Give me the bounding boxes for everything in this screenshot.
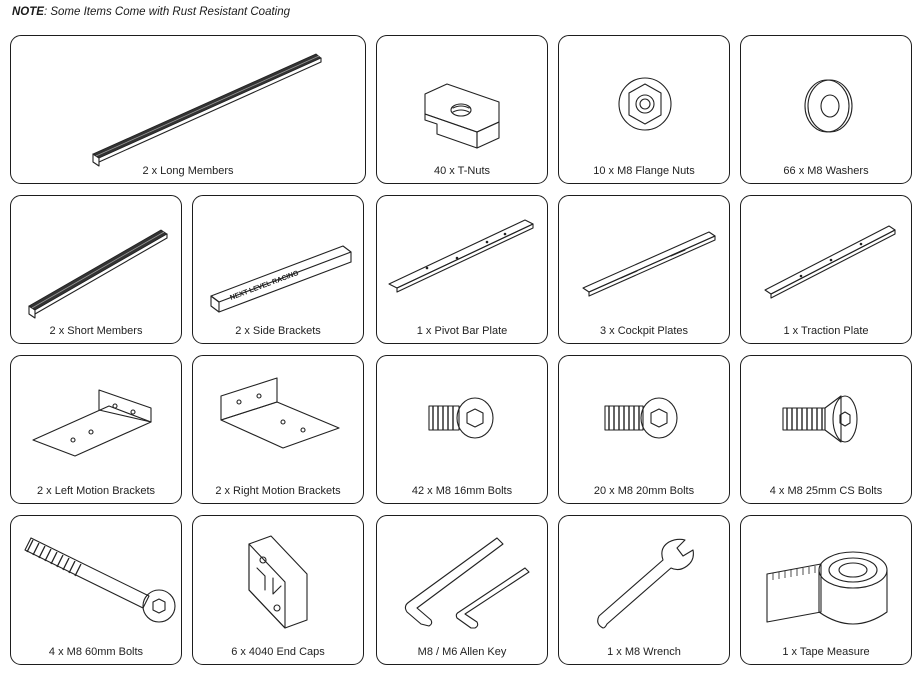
note-text: : Some Items Come with Rust Resistant Coating bbox=[43, 6, 291, 18]
part-caption: 10 x M8 Flange Nuts bbox=[593, 165, 695, 177]
part-card-traction-plate bbox=[740, 195, 912, 344]
part-card-wrench bbox=[558, 515, 730, 665]
part-caption: 1 x Pivot Bar Plate bbox=[416, 325, 508, 337]
side-bracket-logo: NEXT LEVEL RACING bbox=[229, 269, 300, 302]
part-card-t-nuts bbox=[376, 35, 548, 184]
part-caption: 2 x Short Members bbox=[49, 325, 143, 337]
part-caption: 2 x Long Members bbox=[142, 165, 234, 177]
part-caption: 2 x Right Motion Brackets bbox=[215, 485, 341, 497]
part-caption: 66 x M8 Washers bbox=[783, 165, 869, 177]
part-caption: 40 x T-Nuts bbox=[433, 165, 491, 177]
part-caption: 6 x 4040 End Caps bbox=[231, 646, 325, 658]
part-card-cockpit-plates bbox=[558, 195, 730, 344]
part-card-end-caps bbox=[192, 515, 364, 665]
part-card-flange-nuts bbox=[558, 35, 730, 184]
part-card-side-brackets bbox=[192, 195, 364, 344]
part-caption: 2 x Left Motion Brackets bbox=[37, 485, 155, 497]
part-card-m8-16mm-bolts bbox=[376, 355, 548, 504]
part-card-m8-25mm-cs-bolts bbox=[740, 355, 912, 504]
part-caption: 42 x M8 16mm Bolts bbox=[411, 485, 513, 497]
part-card-allen-key bbox=[376, 515, 548, 665]
part-card-pivot-bar-plate bbox=[376, 195, 548, 344]
part-caption: 3 x Cockpit Plates bbox=[599, 325, 689, 337]
part-caption: 20 x M8 20mm Bolts bbox=[593, 485, 695, 497]
part-caption: 1 x Traction Plate bbox=[783, 325, 869, 337]
part-card-washers bbox=[740, 35, 912, 184]
part-caption: M8 / M6 Allen Key bbox=[417, 646, 507, 658]
part-caption: 2 x Side Brackets bbox=[235, 325, 321, 337]
part-card-right-motion-brackets bbox=[192, 355, 364, 504]
part-card-short-members bbox=[10, 195, 182, 344]
part-card-m8-20mm-bolts bbox=[558, 355, 730, 504]
part-caption: 1 x Tape Measure bbox=[782, 646, 870, 658]
part-caption: 4 x M8 60mm Bolts bbox=[48, 646, 144, 658]
part-caption: 4 x M8 25mm CS Bolts bbox=[769, 485, 883, 497]
part-caption: 1 x M8 Wrench bbox=[607, 646, 681, 658]
note-banner bbox=[12, 6, 290, 18]
note-label: NOTE bbox=[12, 6, 44, 18]
part-card-left-motion-brackets bbox=[10, 355, 182, 504]
part-card-tape-measure bbox=[740, 515, 912, 665]
part-card-long-members bbox=[10, 35, 366, 184]
part-card-m8-60mm-bolts bbox=[10, 515, 182, 665]
